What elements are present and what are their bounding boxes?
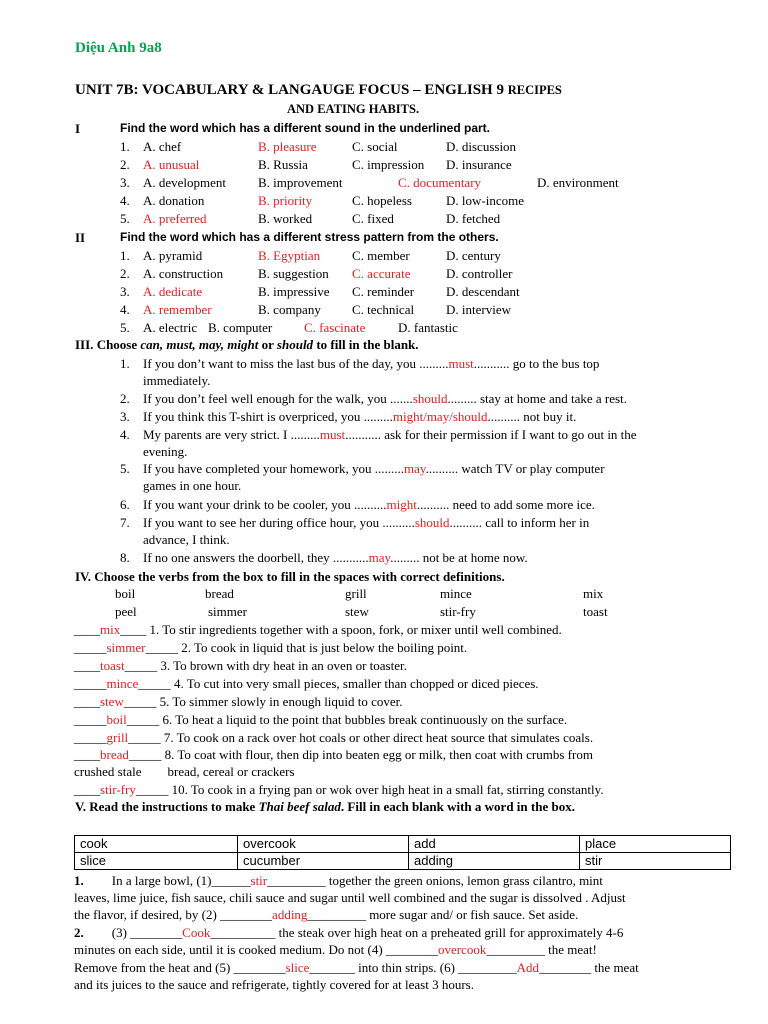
section3-question-number: 8. [120, 550, 130, 565]
section3-question-number: 7. [120, 515, 130, 530]
definition-text: _____ 4. To cut into very small pieces, smaller than chopped or diced pieces. [138, 676, 539, 691]
definition-text: ____ 1. To stir ingredients together with a spoon, fork, or mixer until well combined. [120, 622, 562, 637]
table-cell: slice [75, 853, 238, 870]
section5-heading-post: . Fill in each blank with a word in the box. [340, 799, 575, 814]
section3-question-post: ........... go to the bus top [473, 356, 600, 371]
definition-answer: toast [100, 658, 125, 673]
answer-5: slice [285, 960, 310, 975]
paragraph1-line1 [74, 872, 603, 889]
paragraph1-line3 [74, 906, 578, 923]
definition-item [74, 657, 407, 674]
definition-text: _____ 8. To coat with flour, then dip into beaten egg or milk, then coat with crumbs from [128, 747, 593, 762]
section3-question-text [143, 390, 627, 407]
section2-option-b: B. Egyptian [258, 248, 321, 263]
section2-number: II [75, 230, 86, 245]
section2-option-c: C. member [352, 248, 410, 263]
section3-number: III. [75, 337, 94, 352]
section3-question-post: ......... stay at home and take a rest. [447, 391, 627, 406]
section3-question-post: ........... ask for their permission if I want to go out in the [345, 427, 637, 442]
answer-4: overcook [437, 942, 487, 957]
section5-heading-recipe: Thai beef salad [258, 799, 341, 814]
paragraph2-line1 [74, 924, 623, 941]
section3-question-number: 5. [120, 461, 130, 476]
table-row [75, 836, 731, 853]
paragraph2-line3 [74, 959, 639, 976]
section1-heading: Find the word which has a different sound in the underlined part. [120, 121, 491, 135]
section1-option-b: B. pleasure [258, 139, 317, 154]
answer-1: stir [250, 873, 268, 888]
table-cell: adding [409, 853, 580, 870]
section2-option-b: B. computer [208, 320, 273, 335]
paragraph2-text: (3) ________ [111, 925, 183, 940]
section3-question-pre: If you want to see her during office hour, you .......... [143, 515, 415, 530]
answer-3: Cook [182, 925, 211, 940]
definition-blank: ____ [74, 658, 100, 673]
table-cell: cucumber [238, 853, 409, 870]
section2-question-number: 2. [120, 266, 130, 281]
definition-item [74, 639, 467, 656]
section1-option-d: D. environment [537, 175, 619, 190]
word-box-item: mix [583, 586, 604, 601]
section1-question-number: 3. [120, 175, 130, 190]
section3-heading-post: to fill in the blank. [316, 337, 419, 352]
section1-option-d: D. low-income [446, 193, 524, 208]
paragraph2-number: 2. [74, 925, 84, 940]
paragraph2-text: __________ the steak over high heat on a preheated grill for approximately 4-6 [210, 925, 624, 940]
section3-question-pre: If you have completed your homework, you ......... [143, 461, 405, 476]
definition-answer: grill [106, 730, 129, 745]
section3-question-text [143, 355, 599, 372]
word-box-item: simmer [208, 604, 247, 619]
definition-blank: ____ [74, 747, 100, 762]
definition-item [74, 781, 604, 798]
section3-heading-should: should [276, 337, 314, 352]
section2-question-number: 1. [120, 248, 130, 263]
definition-text: _____ 7. To cook on a rack over hot coals or other direct heat source that simulates coals. [128, 730, 594, 745]
title-line2: AND EATING HABITS. [287, 102, 420, 116]
section3-question-continuation: evening. [143, 444, 188, 459]
section3-question-continuation: games in one hour. [143, 478, 242, 493]
definition-blank: ____ [74, 694, 100, 709]
definition-blank: _____ [74, 730, 107, 745]
section3-question-text [143, 496, 595, 513]
section2-option-c: C. reminder [352, 284, 415, 299]
section3-question-pre: If you think this T-shirt is overpriced, you ......... [143, 409, 393, 424]
section3-question-text [143, 408, 576, 425]
word-box-item: peel [115, 604, 137, 619]
table-cell: cook [75, 836, 238, 853]
author-name: Diệu Anh 9a8 [75, 40, 162, 56]
section3-answer: might [386, 497, 417, 512]
section3-answer: should [412, 391, 448, 406]
section5-heading-pre: Read the instructions to make [89, 799, 256, 814]
section2-option-a: A. pyramid [143, 248, 203, 263]
definition-blank: _____ [74, 712, 107, 727]
title-main: UNIT 7B: VOCABULARY & LANGAUGE FOCUS – ENGLISH 9 [75, 82, 504, 98]
definition-item [74, 621, 562, 638]
section1-option-c: C. impression [352, 157, 425, 172]
section1-option-a: A. preferred [143, 211, 207, 226]
section2-option-c: C. technical [352, 302, 415, 317]
section3-question-pre: If you want your drink to be cooler, you .......... [143, 497, 387, 512]
paragraph2-text: _______ into thin strips. (6) _________ [309, 960, 517, 975]
word-box-item: bread [205, 586, 234, 601]
section3-question-continuation: immediately. [143, 373, 211, 388]
definition-answer: bread [100, 747, 129, 762]
word-box-item: boil [115, 586, 136, 601]
paragraph2-text: minutes on each side, until it is cooked medium. Do not (4) ________ [74, 942, 438, 957]
definition-item [74, 693, 403, 710]
section1-option-a: A. development [143, 175, 227, 190]
definition-blank: ____ [74, 622, 100, 637]
page-title [75, 82, 562, 99]
definition-blank: _____ [74, 676, 107, 691]
answer-6: Add [516, 960, 540, 975]
section3-heading-modals: can, must, may, might [140, 337, 259, 352]
paragraph2-text: Remove from the heat and (5) ________ [74, 960, 286, 975]
section3-question-text [143, 426, 637, 443]
section2-option-c: C. accurate [352, 266, 411, 281]
section3-answer: may [368, 550, 391, 565]
word-box-item: stew [345, 604, 369, 619]
section2-question-number: 3. [120, 284, 130, 299]
definition-item [74, 729, 593, 746]
section4-heading [75, 568, 505, 585]
paragraph1-text: In a large bowl, (1)______ [111, 873, 251, 888]
section3-question-number: 2. [120, 391, 130, 406]
title-suffix: RECIPES [507, 83, 562, 97]
section1-option-b: B. priority [258, 193, 313, 208]
section5-number: V. [75, 799, 86, 814]
definition-answer: stew [100, 694, 124, 709]
paragraph2-line4: and its juices to the sauce and refrigerate, tightly covered for at least 3 hours. [74, 977, 474, 992]
section3-heading [75, 336, 419, 353]
section2-question-number: 4. [120, 302, 130, 317]
section3-question-post: ......... not be at home now. [390, 550, 528, 565]
section3-question-pre: If you don’t feel well enough for the walk, you ....... [143, 391, 413, 406]
section1-question-number: 5. [120, 211, 130, 226]
section3-question-number: 3. [120, 409, 130, 424]
section3-question-text [143, 514, 589, 531]
section1-option-a: A. donation [143, 193, 205, 208]
paragraph1-text: _________ more sugar and/ or fish sauce. Set aside. [307, 907, 579, 922]
paragraph1-line2: leaves, lime juice, fish sauce, chili sauce and sugar until well combined and the sugar is dissolved . Adjust [74, 890, 626, 905]
section1-question-number: 4. [120, 193, 130, 208]
section2-option-d: D. controller [446, 266, 513, 281]
section2-option-b: B. company [258, 302, 321, 317]
section2-option-b: B. suggestion [258, 266, 329, 281]
paragraph1-text: _________ together the green onions, lemon grass cilantro, mint [267, 873, 603, 888]
section3-question-pre: If you don’t want to miss the last bus of the day, you ......... [143, 356, 449, 371]
table-cell: add [409, 836, 580, 853]
word-box-item: mince [440, 586, 472, 601]
word-box-item: toast [583, 604, 608, 619]
section1-number: I [75, 121, 81, 136]
section2-heading: Find the word which has a different stress pattern from the others. [120, 230, 499, 244]
section2-option-d: D. descendant [446, 284, 520, 299]
section3-question-post: .......... call to inform her in [449, 515, 590, 530]
section3-question-pre: If no one answers the doorbell, they ........... [143, 550, 369, 565]
paragraph2-text: ________ the meat [539, 960, 639, 975]
section3-answer: must [319, 427, 346, 442]
section2-option-d: D. fantastic [398, 320, 458, 335]
section3-question-post: .......... watch TV or play computer [425, 461, 605, 476]
definition-item [74, 675, 539, 692]
definition-continuation: crushed stale bread, cereal or crackers [74, 764, 295, 779]
definition-answer: stir-fry [100, 782, 136, 797]
paragraph2-text: _________ the meat! [486, 942, 597, 957]
section5-heading [75, 798, 575, 815]
word-box-item: stir-fry [440, 604, 476, 619]
section1-option-c: C. documentary [398, 175, 482, 190]
section1-option-d: D. insurance [446, 157, 512, 172]
section3-answer: must [448, 356, 474, 371]
section4-number: IV. [75, 569, 92, 584]
definition-text: _____ 3. To brown with dry heat in an oven or toaster. [124, 658, 407, 673]
section3-answer: may [404, 461, 426, 476]
table-cell: place [580, 836, 731, 853]
definition-answer: mix [100, 622, 121, 637]
definition-answer: mince [106, 676, 139, 691]
section1-option-d: D. fetched [446, 211, 501, 226]
answer-2: adding [272, 907, 308, 922]
section2-option-c: C. fascinate [304, 320, 366, 335]
section3-question-pre: My parents are very strict. I ......... [143, 427, 320, 442]
table-cell: stir [580, 853, 731, 870]
table-cell: overcook [238, 836, 409, 853]
definition-text: _____ 6. To heat a liquid to the point that bubbles break continuously on the surface. [126, 712, 568, 727]
section3-answer: might/may/should [392, 409, 488, 424]
section4-heading-text: Choose the verbs from the box to fill in the spaces with correct definitions. [94, 569, 505, 584]
section1-option-b: B. Russia [258, 157, 308, 172]
definition-blank: _____ [74, 640, 107, 655]
definition-item [74, 711, 567, 728]
section1-option-a: A. unusual [143, 157, 200, 172]
table-row [75, 853, 731, 870]
section1-question-number: 1. [120, 139, 130, 154]
section1-option-a: A. chef [143, 139, 182, 154]
section3-question-post: .......... need to add some more ice. [416, 497, 595, 512]
definition-answer: boil [106, 712, 127, 727]
definition-text: _____ 2. To cook in liquid that is just below the boiling point. [145, 640, 468, 655]
section3-question-number: 6. [120, 497, 130, 512]
definition-answer: simmer [106, 640, 146, 655]
section3-question-number: 1. [120, 356, 130, 371]
section2-option-d: D. century [446, 248, 501, 263]
section2-option-a: A. electric [143, 320, 198, 335]
section2-option-a: A. remember [143, 302, 212, 317]
word-box-item: grill [345, 586, 367, 601]
section1-option-c: C. fixed [352, 211, 394, 226]
section2-question-number: 5. [120, 320, 130, 335]
section3-question-text [143, 549, 528, 566]
section1-option-d: D. discussion [446, 139, 517, 154]
section3-heading-pre: Choose [96, 337, 138, 352]
section3-question-post: .......... not buy it. [487, 409, 577, 424]
section2-option-d: D. interview [446, 302, 511, 317]
section5-word-table [74, 835, 731, 870]
definition-text: _____ 10. To cook in a frying pan or wok over high heat in a small fat, stirring constantly. [135, 782, 604, 797]
section3-question-text [143, 460, 605, 477]
section1-question-number: 2. [120, 157, 130, 172]
paragraph1-text: the flavor, if desired, by (2) ________ [74, 907, 273, 922]
section1-option-c: C. hopeless [352, 193, 412, 208]
section1-option-c: C. social [352, 139, 398, 154]
section3-heading-or: or [261, 337, 274, 352]
definition-item [74, 746, 593, 763]
definition-text: _____ 5. To simmer slowly in enough liquid to cover. [123, 694, 403, 709]
section1-option-b: B. worked [258, 211, 313, 226]
paragraph1-number: 1. [74, 873, 84, 888]
section2-option-a: A. construction [143, 266, 224, 281]
section1-option-b: B. improvement [258, 175, 343, 190]
definition-blank: ____ [74, 782, 100, 797]
section3-question-number: 4. [120, 427, 130, 442]
section3-question-continuation: advance, I think. [143, 532, 230, 547]
section3-answer: should [414, 515, 450, 530]
section2-option-a: A. dedicate [143, 284, 203, 299]
paragraph2-line2 [74, 941, 597, 958]
section2-option-b: B. impressive [258, 284, 330, 299]
